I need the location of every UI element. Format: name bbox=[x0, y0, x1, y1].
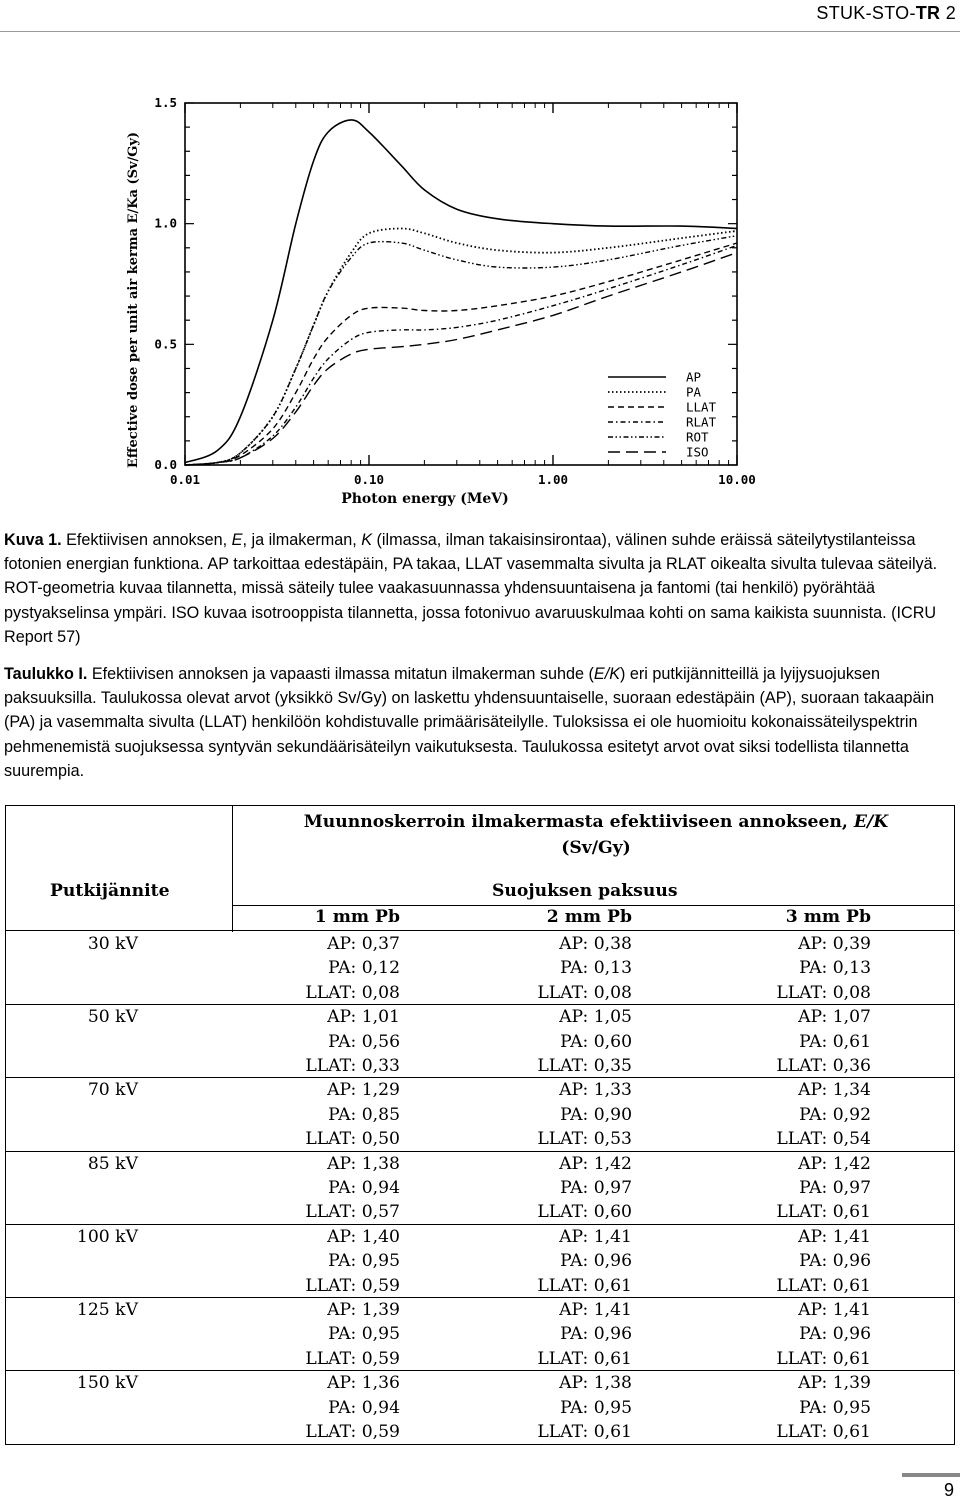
value-line: PA: 0,96 bbox=[560, 1324, 632, 1345]
value-line: AP: 1,01 bbox=[327, 1007, 400, 1028]
figure-caption-text: Efektiivisen annoksen, bbox=[61, 531, 232, 549]
value-cell bbox=[220, 1152, 400, 1225]
value-line: LLAT: 0,60 bbox=[537, 1202, 632, 1223]
value-line: AP: 1,40 bbox=[327, 1226, 400, 1247]
value-line: LLAT: 0,59 bbox=[305, 1275, 400, 1296]
plot-frame bbox=[185, 103, 737, 465]
figure-caption-text: (ilmassa, ilman takaisinsirontaa), välinen suhde eräissä säteilytystilanteissa fotonien energian funktiona. AP tarkoittaa edestäpäin, PA takaa, LLAT vasemmalta sivulta ja RLAT oikealta sivulta tulevaa säteilyä. ROT-geometria kuvaa tilannetta, missä säteily tulee vaakasuunnassa yhdensuuntaisena ja fantomi (tai henkilö) pyörähtää pystyakselinsa ympäri. ISO kuvaa isotrooppista tilannetta, jossa fotonivuo avaruuskulmaa kohti on sama kaikista suunnista. (ICRU Report 57) bbox=[4, 531, 938, 646]
y-axis-label: Effective dose per unit air kerma E/Ka (Sv/Gy) bbox=[126, 131, 141, 469]
value-line: PA: 0,96 bbox=[799, 1324, 871, 1345]
value-line: PA: 0,56 bbox=[328, 1031, 400, 1052]
value-line: AP: 1,41 bbox=[559, 1300, 632, 1320]
x-axis-label: Photon energy (MeV) bbox=[341, 491, 509, 507]
voltage-cell: 30 kV bbox=[87, 934, 138, 954]
value-line: PA: 0,95 bbox=[799, 1397, 871, 1418]
figure-caption-k: K bbox=[361, 531, 373, 549]
table-caption bbox=[4, 662, 954, 783]
row-header: Putkijännite bbox=[50, 881, 170, 901]
value-line: PA: 0,60 bbox=[560, 1031, 632, 1052]
voltage-cell: 150 kV bbox=[76, 1373, 138, 1394]
value-line: AP: 1,36 bbox=[327, 1373, 400, 1394]
value-line: LLAT: 0,61 bbox=[776, 1275, 871, 1296]
value-line: LLAT: 0,08 bbox=[305, 982, 400, 1003]
value-line: LLAT: 0,08 bbox=[537, 982, 632, 1003]
value-line: LLAT: 0,33 bbox=[305, 1056, 400, 1076]
value-cell bbox=[691, 1371, 871, 1444]
x-tick-label: 0.01 bbox=[169, 472, 201, 487]
table-caption-ek: E/K bbox=[593, 665, 621, 684]
series-number: 2 bbox=[945, 3, 956, 23]
x-tick-label: 10.00 bbox=[718, 472, 756, 487]
value-line: LLAT: 0,61 bbox=[776, 1202, 871, 1223]
value-line: LLAT: 0,35 bbox=[537, 1056, 632, 1076]
voltage-cell: 50 kV bbox=[87, 1007, 138, 1028]
value-line: LLAT: 0,61 bbox=[776, 1422, 871, 1442]
page-header bbox=[0, 0, 960, 33]
value-cell bbox=[691, 1005, 871, 1078]
value-line: LLAT: 0,36 bbox=[776, 1056, 871, 1076]
value-line: PA: 0,13 bbox=[560, 958, 632, 979]
figure-caption-label: Kuva 1. bbox=[4, 531, 62, 549]
value-cell bbox=[691, 1078, 871, 1151]
value-line: PA: 0,92 bbox=[799, 1104, 871, 1125]
value-line: AP: 1,29 bbox=[327, 1080, 400, 1101]
value-cell bbox=[691, 1298, 871, 1371]
value-line: AP: 1,39 bbox=[798, 1373, 871, 1394]
value-line: LLAT: 0,61 bbox=[537, 1275, 632, 1296]
value-line: LLAT: 0,59 bbox=[305, 1348, 400, 1369]
series-plain: STUK-STO- bbox=[816, 3, 916, 23]
conversion-table bbox=[5, 805, 955, 1445]
value-cell bbox=[452, 1371, 632, 1444]
value-line: LLAT: 0,53 bbox=[537, 1129, 632, 1150]
column-header: 3 mm Pb bbox=[785, 907, 871, 927]
value-cell bbox=[452, 1298, 632, 1371]
voltage-cell: 100 kV bbox=[76, 1226, 138, 1247]
value-line: PA: 0,94 bbox=[328, 1178, 400, 1198]
table-caption-text: Efektiivisen annoksen ja vapaasti ilmassa mitatun ilmakerman suhde ( bbox=[87, 665, 594, 684]
table-title-unit: (Sv/Gy) bbox=[561, 838, 631, 858]
voltage-cell: 85 kV bbox=[87, 1153, 138, 1174]
value-line: LLAT: 0,54 bbox=[776, 1129, 871, 1150]
value-line: AP: 1,34 bbox=[798, 1080, 871, 1101]
value-cell bbox=[452, 1005, 632, 1078]
y-tick-label: 0.0 bbox=[154, 457, 177, 472]
report-series bbox=[816, 3, 956, 24]
dose-conversion-chart bbox=[100, 85, 780, 515]
legend-label-iso: ISO bbox=[686, 444, 709, 460]
caption-block bbox=[4, 528, 954, 783]
table-caption-label: Taulukko I. bbox=[4, 665, 88, 684]
value-line: PA: 0,13 bbox=[799, 958, 871, 979]
value-cell bbox=[220, 1298, 400, 1371]
value-line: AP: 0,37 bbox=[327, 934, 400, 954]
value-line: PA: 0,96 bbox=[799, 1251, 871, 1272]
figure-caption-e: E bbox=[231, 531, 243, 549]
value-cell bbox=[691, 1225, 871, 1298]
legend-label-pa: PA bbox=[686, 384, 702, 400]
value-line: AP: 1,41 bbox=[798, 1300, 871, 1320]
value-cell bbox=[691, 932, 871, 1005]
value-line: PA: 0,97 bbox=[799, 1178, 871, 1198]
value-cell bbox=[452, 1078, 632, 1151]
value-cell bbox=[220, 1005, 400, 1078]
table-caption-text: ) eri putkijännitteillä ja lyijysuojuksen paksuuksilla. Taulukossa olevat arvot (yksikkö Sv/Gy) on laskettu yhdensuuntaiselle, suoraan edestäpäin (AP), suoraan takaapäin (PA) ja vasemmalta sivulta (LLAT) henkilöön kohdistuvalle primäärisäteilylle. Tuloksissa ei ole huomioitu kokonaissäteilyspektrin pehmenemistä suojuksessa syntyvän sekundäärisäteilyn vaikutuksesta. Taulukossa esitetyt arvot ovat siksi todellista tilannetta suurempia. bbox=[4, 665, 935, 780]
value-line: LLAT: 0,57 bbox=[305, 1202, 400, 1223]
value-cell bbox=[691, 1152, 871, 1225]
value-cell bbox=[220, 1225, 400, 1298]
y-tick-label: 1.5 bbox=[154, 95, 177, 110]
value-line: AP: 1,42 bbox=[559, 1153, 632, 1174]
column-header: 1 mm Pb bbox=[314, 907, 400, 927]
subheader-rule bbox=[232, 905, 954, 906]
legend-label-rot: ROT bbox=[686, 429, 709, 445]
spacer bbox=[4, 649, 954, 662]
series-line-ap bbox=[185, 120, 737, 463]
value-line: PA: 0,95 bbox=[328, 1251, 400, 1272]
value-line: AP: 1,41 bbox=[559, 1226, 632, 1247]
voltage-cell: 70 kV bbox=[87, 1080, 138, 1101]
y-tick-label: 0.5 bbox=[154, 336, 177, 352]
value-line: LLAT: 0,50 bbox=[305, 1129, 400, 1150]
figure-caption-text: , ja ilmakerman, bbox=[242, 531, 362, 549]
value-line: LLAT: 0,08 bbox=[776, 982, 871, 1003]
value-cell bbox=[220, 932, 400, 1005]
value-cell bbox=[452, 1152, 632, 1225]
voltage-cell: 125 kV bbox=[76, 1300, 138, 1320]
value-line: LLAT: 0,59 bbox=[305, 1422, 400, 1442]
value-line: PA: 0,90 bbox=[560, 1104, 632, 1125]
value-line: PA: 0,95 bbox=[328, 1324, 400, 1345]
page-number: 9 bbox=[943, 1480, 954, 1500]
value-line: AP: 1,39 bbox=[327, 1300, 400, 1320]
y-tick-label: 1.0 bbox=[154, 215, 177, 231]
value-cell bbox=[452, 932, 632, 1005]
value-line: LLAT: 0,61 bbox=[537, 1422, 632, 1442]
value-cell bbox=[220, 1078, 400, 1151]
value-line: PA: 0,97 bbox=[560, 1178, 632, 1198]
series-line-pa bbox=[185, 229, 737, 466]
value-line: AP: 1,33 bbox=[559, 1080, 632, 1101]
legend-label-rlat: RLAT bbox=[686, 414, 717, 430]
value-line: PA: 0,85 bbox=[328, 1104, 400, 1125]
value-line: PA: 0,94 bbox=[328, 1397, 400, 1418]
value-line: PA: 0,96 bbox=[560, 1251, 632, 1272]
series-line-llat bbox=[185, 243, 737, 465]
table-title-text: Muunnoskerroin ilmakermasta efektiiviseen annokseen, bbox=[303, 812, 854, 832]
figure-caption bbox=[4, 528, 954, 649]
legend-label-llat: LLAT bbox=[686, 399, 717, 415]
value-cell bbox=[452, 1225, 632, 1298]
header-rule bbox=[0, 31, 960, 32]
header-divider bbox=[232, 806, 233, 932]
header-rule bbox=[6, 930, 954, 931]
table-title bbox=[236, 809, 956, 861]
value-line: PA: 0,61 bbox=[799, 1031, 871, 1052]
chart-svg bbox=[100, 85, 780, 515]
page-number-rule bbox=[902, 1473, 960, 1477]
series-bold: TR bbox=[915, 3, 941, 23]
value-line: AP: 0,39 bbox=[798, 934, 871, 954]
table-title-ek: E/K bbox=[853, 812, 889, 832]
legend-label-ap: AP bbox=[686, 369, 702, 385]
series-line-rot bbox=[185, 236, 737, 465]
value-line: AP: 1,38 bbox=[559, 1373, 632, 1394]
series-line-rlat bbox=[185, 245, 737, 465]
value-line: AP: 1,41 bbox=[798, 1226, 871, 1247]
value-line: PA: 0,12 bbox=[328, 958, 400, 979]
value-line: AP: 1,38 bbox=[327, 1153, 400, 1174]
x-tick-label: 1.00 bbox=[537, 472, 569, 487]
value-line: LLAT: 0,61 bbox=[537, 1348, 632, 1369]
x-tick-label: 0.10 bbox=[353, 472, 385, 487]
value-line: AP: 1,42 bbox=[798, 1153, 871, 1174]
value-line: AP: 1,05 bbox=[559, 1007, 632, 1028]
value-line: LLAT: 0,61 bbox=[776, 1348, 871, 1369]
value-line: AP: 0,38 bbox=[559, 934, 632, 954]
value-line: PA: 0,95 bbox=[560, 1397, 632, 1418]
group-header: Suojuksen paksuus bbox=[492, 881, 678, 901]
value-line: AP: 1,07 bbox=[798, 1007, 871, 1028]
column-header: 2 mm Pb bbox=[546, 907, 632, 927]
value-cell bbox=[220, 1371, 400, 1444]
